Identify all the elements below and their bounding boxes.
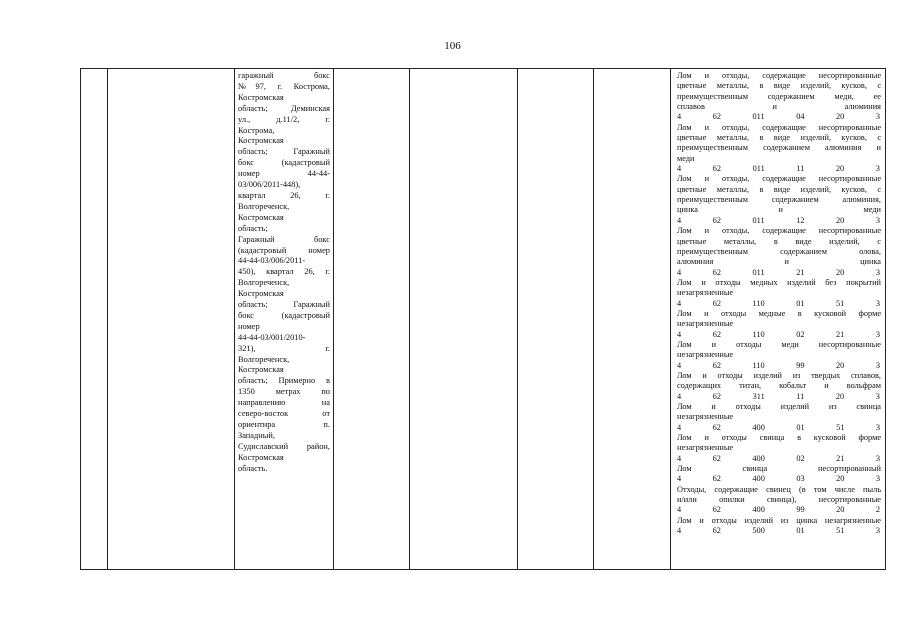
fkko-code-part: 400 [752, 474, 765, 484]
cell-empty-3 [518, 69, 594, 570]
fkko-code-part: 4 [677, 453, 682, 463]
cell-number [81, 69, 108, 570]
address-line: Костромская [238, 136, 284, 146]
address-line: область; [238, 223, 268, 233]
waste-name-line: цветные металлы, в виде изделий, кусков, с [677, 81, 881, 91]
address-line: 44-44-03/001/2010- [238, 332, 306, 342]
fkko-code-part: 3 [875, 298, 880, 308]
fkko-code-part: 99 [796, 360, 805, 370]
fkko-code-part: 2 [875, 505, 880, 515]
fkko-code-part: 03 [796, 474, 805, 484]
fkko-code [677, 474, 881, 484]
address-line: Костромская [238, 365, 284, 375]
fkko-code-part: 3 [875, 267, 880, 277]
fkko-code-part: 62 [712, 164, 722, 174]
address-line: ориентира п. [238, 420, 330, 429]
waste-name-line: преимущественным содержанием алюминия, [677, 195, 881, 205]
waste-name-line: цветные металлы, в виде изделий, с [677, 236, 881, 246]
waste-name-line: содержащих титан, кобальт и вольфрам [677, 381, 881, 391]
waste-name-line: Лом и отходы, содержащие несортированные [677, 71, 881, 80]
fkko-code-part: 11 [796, 391, 805, 401]
waste-name-line: цветные металлы, в виде изделий, кусков, с [677, 184, 881, 194]
fkko-code-part: 21 [796, 267, 805, 277]
address-line: Судиславский район, [238, 441, 330, 451]
address-line: направлению на [238, 398, 330, 408]
waste-name-line: незагрязненные [677, 412, 734, 422]
fkko-code [677, 454, 881, 464]
fkko-code-part: 62 [712, 474, 721, 484]
fkko-code-part: 20 [836, 360, 845, 370]
cell-empty-2 [410, 69, 518, 570]
cell-waste-types [671, 69, 886, 570]
fkko-code-part: 311 [752, 391, 765, 401]
address-line: бокс (кадастровый [238, 158, 330, 168]
fkko-code-part: 3 [875, 112, 880, 122]
address-line: ул., д.11/2, г. [238, 114, 330, 124]
fkko-code-part: 20 [836, 215, 845, 225]
fkko-code-part: 4 [677, 164, 682, 174]
fkko-code-part: 20 [836, 267, 845, 277]
fkko-code-part: 62 [712, 215, 721, 225]
fkko-code-part: 51 [836, 526, 845, 536]
fkko-code [677, 330, 881, 340]
address-line: 450), квартал 26, г. [238, 267, 330, 277]
waste-name-line: Лом и отходы свинца в кусковой форме [677, 433, 881, 443]
cell-licensee [108, 69, 235, 570]
fkko-code-part: 3 [875, 360, 880, 370]
fkko-code-part: 12 [796, 215, 805, 225]
address-line: 321), г. [238, 343, 330, 353]
fkko-code-part: 3 [875, 422, 880, 432]
fkko-code [677, 392, 881, 402]
waste-name-line: алюминия и цинка [677, 257, 881, 267]
waste-name-line: незагрязненные [677, 443, 734, 453]
fkko-code-part: 20 [835, 164, 845, 174]
waste-entry [677, 485, 881, 516]
table-row [81, 69, 886, 570]
fkko-code-part: 400 [752, 422, 765, 432]
fkko-code-part: 110 [752, 360, 765, 370]
fkko-code-part: 62 [712, 329, 721, 339]
address-line: область; Гаражный [238, 300, 330, 310]
fkko-code-part: 4 [677, 474, 682, 484]
fkko-code-part: 011 [752, 267, 765, 277]
fkko-code-part: 51 [836, 298, 845, 308]
fkko-code-part: 62 [712, 267, 721, 277]
fkko-code-part: 4 [677, 526, 682, 536]
waste-name-line: Лом и отходы изделий из цинка незагрязненные [677, 515, 881, 525]
address-line: (кадастровый номер [238, 245, 330, 255]
fkko-code-part: 62 [712, 112, 721, 122]
fkko-code-part: 4 [677, 505, 682, 515]
fkko-code-part: 62 [712, 360, 721, 370]
waste-entry [677, 123, 881, 175]
address-line: область; Гаражный [238, 147, 330, 157]
fkko-code-part: 4 [677, 422, 682, 432]
waste-entry [677, 516, 881, 537]
address-line: 44-44-03/006/2011- [238, 256, 306, 266]
address-line: Западный, [238, 430, 275, 440]
fkko-code-part: 3 [875, 526, 880, 536]
fkko-code-part: 01 [796, 422, 805, 432]
address-line: Волгореченск, [238, 354, 290, 364]
waste-name-line: цинка и меди [677, 205, 881, 215]
fkko-code-part: 4 [677, 112, 682, 122]
waste-name-line: Лом и отходы медные в кусковой форме [677, 308, 881, 318]
fkko-code [677, 268, 881, 278]
waste-name-line: Лом и отходы, содержащие несортированные [677, 122, 881, 132]
waste-name-line: меди [677, 153, 695, 163]
fkko-code-part: 110 [752, 329, 765, 339]
waste-name-line: преимущественным содержанием меди, ее [677, 91, 881, 101]
waste-name-line: и/или опилки свинца), несортированные [677, 495, 881, 505]
fkko-code-part: 20 [835, 391, 845, 401]
fkko-code-part: 01 [796, 526, 805, 536]
fkko-code-part: 62 [712, 422, 721, 432]
fkko-code [677, 299, 881, 309]
fkko-code-part: 4 [677, 267, 682, 277]
address-line: северо-восток от [238, 409, 330, 419]
fkko-code-part: 01 [796, 298, 805, 308]
waste-name-line: Лом и отходы изделий из свинца [677, 402, 881, 411]
fkko-code [677, 423, 881, 433]
address-line: Волгореченск, [238, 201, 290, 211]
waste-entry [677, 309, 881, 340]
address-line: Костромская [238, 212, 284, 222]
address-line: бокс (кадастровый [238, 310, 330, 320]
fkko-code-part: 400 [752, 505, 765, 515]
fkko-code [677, 164, 881, 174]
fkko-code-part: 11 [796, 164, 805, 174]
fkko-code [677, 216, 881, 226]
address-line: номер [238, 321, 260, 331]
fkko-code-part: 62 [712, 391, 722, 401]
fkko-code-part: 62 [712, 298, 721, 308]
waste-entry [677, 464, 881, 485]
fkko-code [677, 112, 881, 122]
address-line: область. [238, 463, 268, 473]
waste-name-line: Лом свинца несортированный [677, 464, 881, 474]
fkko-code-part: 02 [796, 453, 805, 463]
address-line: 03/006/2011-448), [238, 180, 301, 190]
address-line: Волгореченск, [238, 278, 290, 288]
waste-name-line: Лом и отходы, содержащие несортированные [677, 226, 881, 236]
fkko-code-part: 110 [752, 298, 765, 308]
waste-name-line: незагрязненные [677, 319, 734, 329]
waste-entry [677, 226, 881, 278]
waste-name-line: незагрязненные [677, 288, 734, 298]
fkko-code-part: 99 [796, 505, 805, 515]
waste-name-line: цветные металлы, в виде изделий, кусков, с [677, 133, 881, 143]
fkko-code [677, 526, 881, 536]
fkko-code-part: 011 [752, 112, 765, 122]
fkko-code-part: 400 [752, 453, 765, 463]
fkko-code-part: 62 [712, 526, 721, 536]
fkko-code-part: 3 [875, 164, 880, 174]
waste-entry [677, 174, 881, 226]
address-line: Гаражный бокс [238, 234, 330, 244]
address-line: №97, г. Кострома, [238, 81, 330, 91]
address-line: 1350 метрах по [238, 387, 330, 397]
address-line: область; Деминская [238, 103, 330, 113]
fkko-code-part: 20 [836, 112, 845, 122]
address-line: Костромская [238, 289, 284, 299]
waste-name-line: сплавов и алюминия [677, 102, 881, 112]
fkko-code-part: 02 [796, 329, 805, 339]
address-line: Костромская [238, 92, 284, 102]
fkko-code-part: 500 [752, 526, 765, 536]
fkko-code-part: 3 [875, 329, 880, 339]
address-line: номер 44-44- [238, 169, 330, 179]
fkko-code-part: 4 [677, 215, 682, 225]
fkko-code-part: 20 [836, 474, 845, 484]
fkko-code-part: 4 [677, 360, 682, 370]
fkko-code-part: 62 [712, 453, 721, 463]
address-line: Кострома, [238, 125, 275, 135]
fkko-code-part: 3 [875, 453, 880, 463]
waste-name-line: незагрязненные [677, 350, 734, 360]
address-line: Костромская [238, 452, 284, 462]
waste-name-line: Лом и отходы медных изделий без покрытий [677, 277, 881, 287]
waste-name-line: преимущественным содержанием алюминия и [677, 143, 881, 153]
fkko-code-part: 21 [836, 453, 845, 463]
address-line: гаражный бокс [238, 71, 330, 80]
fkko-code-part: 51 [836, 422, 845, 432]
license-table [80, 68, 886, 570]
waste-name-line: преимущественным содержанием олова, [677, 246, 881, 256]
fkko-code [677, 505, 881, 515]
fkko-code-part: 3 [875, 391, 880, 401]
waste-entry [677, 433, 881, 464]
fkko-code-part: 21 [836, 329, 845, 339]
cell-empty-4 [594, 69, 671, 570]
page-number: 106 [444, 40, 461, 52]
fkko-code [677, 361, 881, 371]
fkko-code-part: 4 [677, 329, 682, 339]
fkko-code-part: 011 [752, 164, 765, 174]
waste-name-line: Отходы, содержащие свинец (в том числе пыль [677, 484, 881, 494]
fkko-code-part: 3 [875, 215, 880, 225]
waste-name-line: Лом и отходы изделий из твердых сплавов, [677, 370, 881, 380]
fkko-code-part: 4 [677, 391, 682, 401]
waste-entry [677, 71, 881, 123]
waste-entry [677, 340, 881, 371]
waste-entry [677, 278, 881, 309]
cell-empty-1 [334, 69, 410, 570]
fkko-code-part: 20 [836, 505, 845, 515]
fkko-code-part: 011 [752, 215, 765, 225]
waste-name-line: Лом и отходы меди несортированные [677, 339, 881, 349]
address-line: квартал 26, г. [238, 190, 330, 200]
fkko-code-part: 62 [712, 505, 721, 515]
waste-entry [677, 402, 881, 433]
waste-name-line: Лом и отходы, содержащие несортированные [677, 174, 881, 184]
fkko-code-part: 4 [677, 298, 682, 308]
fkko-code-part: 3 [875, 474, 880, 484]
fkko-code-part: 04 [796, 112, 805, 122]
address-line: область; Примерно в [238, 376, 330, 386]
cell-address [235, 69, 334, 570]
waste-entry [677, 371, 881, 402]
